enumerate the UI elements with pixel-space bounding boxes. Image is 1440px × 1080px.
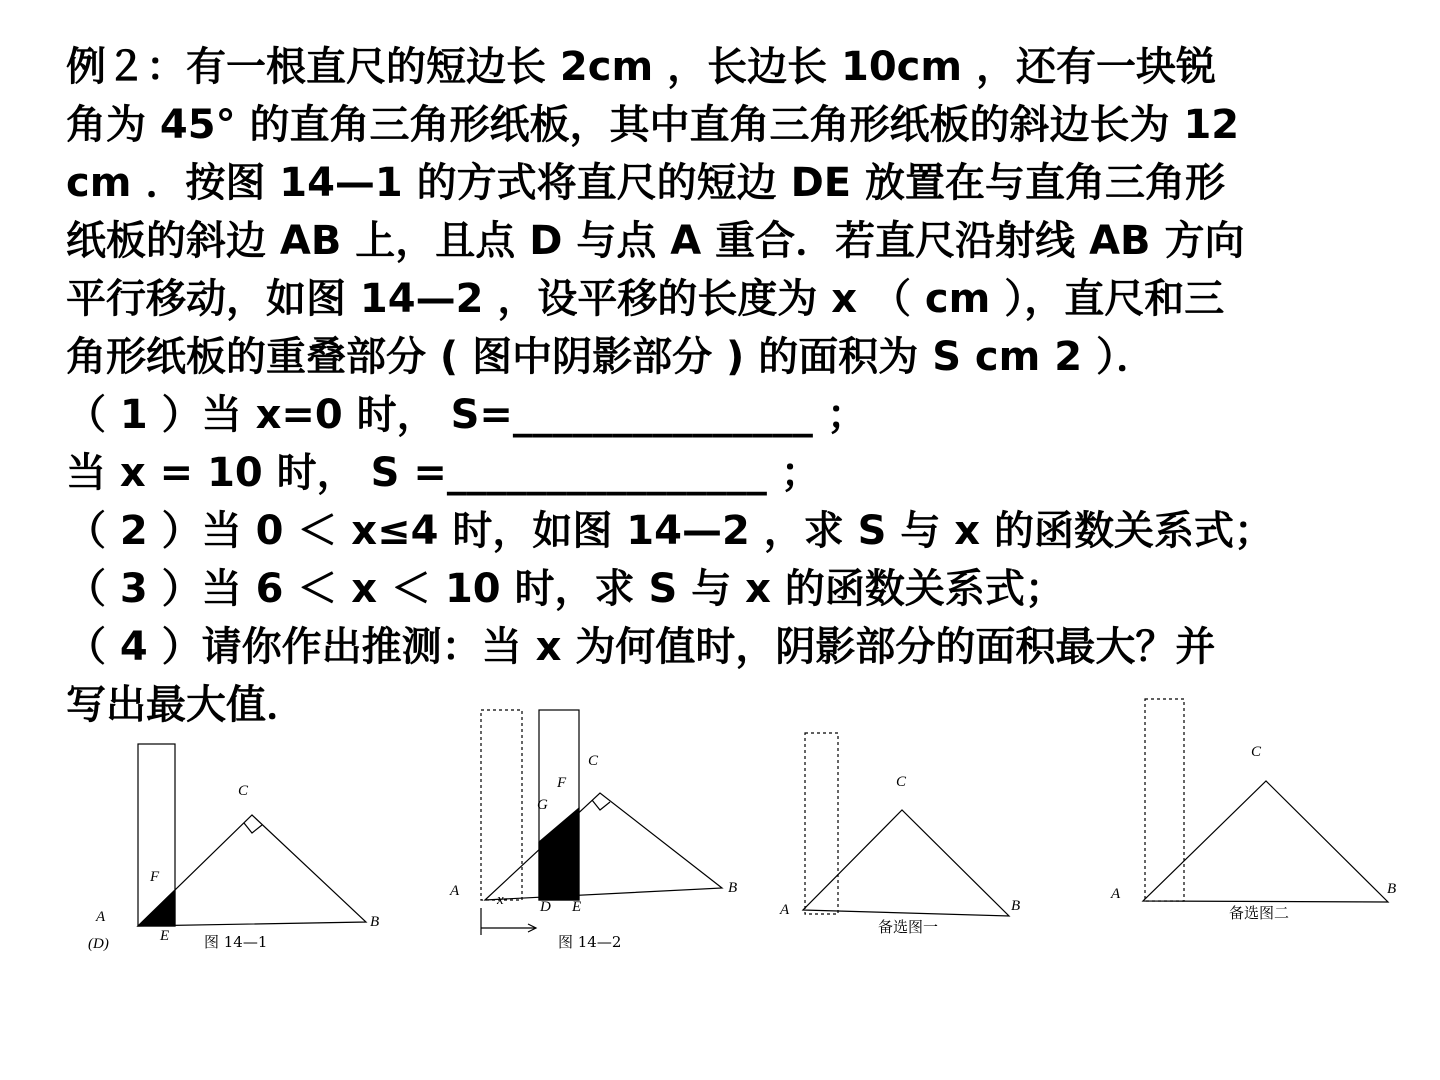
problem-line: 平行移动，如图 14—2 ，设平移的长度为 x （ cm ），直尺和三 (66, 276, 1225, 322)
problem-line: cm ．按图 14—1 的方式将直尺的短边 DE 放置在与直角三角形 (66, 160, 1226, 206)
shaded-overlap (539, 808, 579, 900)
question-1b: 当 x = 10 时， S =________________ ； (66, 450, 821, 496)
point-label-C: C (588, 753, 599, 769)
point-label-A: A (780, 902, 790, 918)
point-label-A: A (1111, 886, 1121, 902)
problem-line: 角形纸板的重叠部分 ( 图中阴影部分 ) 的面积为 S cm 2 ）． (66, 334, 1156, 380)
problem-line: 例２：有一根直尺的短边长 2cm ，长边长 10cm ，还有一块锐 (66, 44, 1216, 90)
point-label-B: B (1011, 898, 1021, 914)
problem-line: 纸板的斜边 AB 上，且点 D 与点 A 重合．若直尺沿射线 AB 方向 (66, 218, 1245, 264)
figure-caption: 备选图一 (878, 918, 939, 936)
point-label-A: A (450, 883, 460, 899)
problem-text (66, 38, 1436, 734)
point-label-B: B (370, 914, 380, 930)
point-label-C: C (1251, 744, 1262, 760)
question-1a: （ 1 ）当 x=0 时， S=_______________ ； (66, 392, 867, 438)
figure-14-1 (138, 744, 366, 926)
figure-caption: 图 14—2 (558, 933, 622, 951)
point-label-E: E (572, 899, 582, 915)
question-4-cont: 写出最大值． (66, 682, 306, 728)
ruler-dashed (805, 733, 838, 914)
right-angle-mark (592, 800, 610, 810)
point-label-x: x (497, 892, 504, 908)
point-label-D: D (540, 899, 551, 915)
question-3: （ 3 ）当 6 ＜ x ＜ 10 时，求 S 与 x 的函数关系式； (66, 566, 1065, 612)
problem-line: 角为 45° 的直角三角形纸板，其中直角三角形纸板的斜边长为 12 (66, 102, 1240, 148)
figure-caption: 备选图二 (1229, 904, 1290, 922)
point-label-E: E (160, 928, 170, 944)
point-label-C: C (238, 783, 249, 799)
question-2: （ 2 ）当 0 ＜ x≤4 时，如图 14—2 ，求 S 与 x 的函数关系式； (66, 508, 1275, 554)
triangle (485, 793, 722, 900)
point-label-D: (D) (88, 936, 109, 952)
figures-area (0, 690, 1440, 970)
figure-caption: 图 14—1 (204, 933, 268, 951)
ruler-dashed (1145, 699, 1184, 901)
point-label-G: G (537, 797, 548, 813)
figure-14-2 (481, 710, 722, 935)
triangle (1143, 781, 1388, 902)
triangle (803, 810, 1009, 916)
alt-figure-2 (1143, 699, 1388, 902)
point-label-B: B (1387, 881, 1397, 897)
point-label-B: B (728, 880, 738, 896)
point-label-F: F (557, 775, 567, 791)
alt-figure-1 (803, 733, 1009, 916)
point-label-C: C (896, 774, 907, 790)
point-label-A: A (96, 909, 106, 925)
question-4: （ 4 ）请你作出推测：当 x 为何值时，阴影部分的面积最大？并 (66, 624, 1216, 670)
right-angle-mark (244, 823, 262, 833)
point-label-F: F (150, 869, 160, 885)
shaded-overlap (138, 890, 175, 926)
